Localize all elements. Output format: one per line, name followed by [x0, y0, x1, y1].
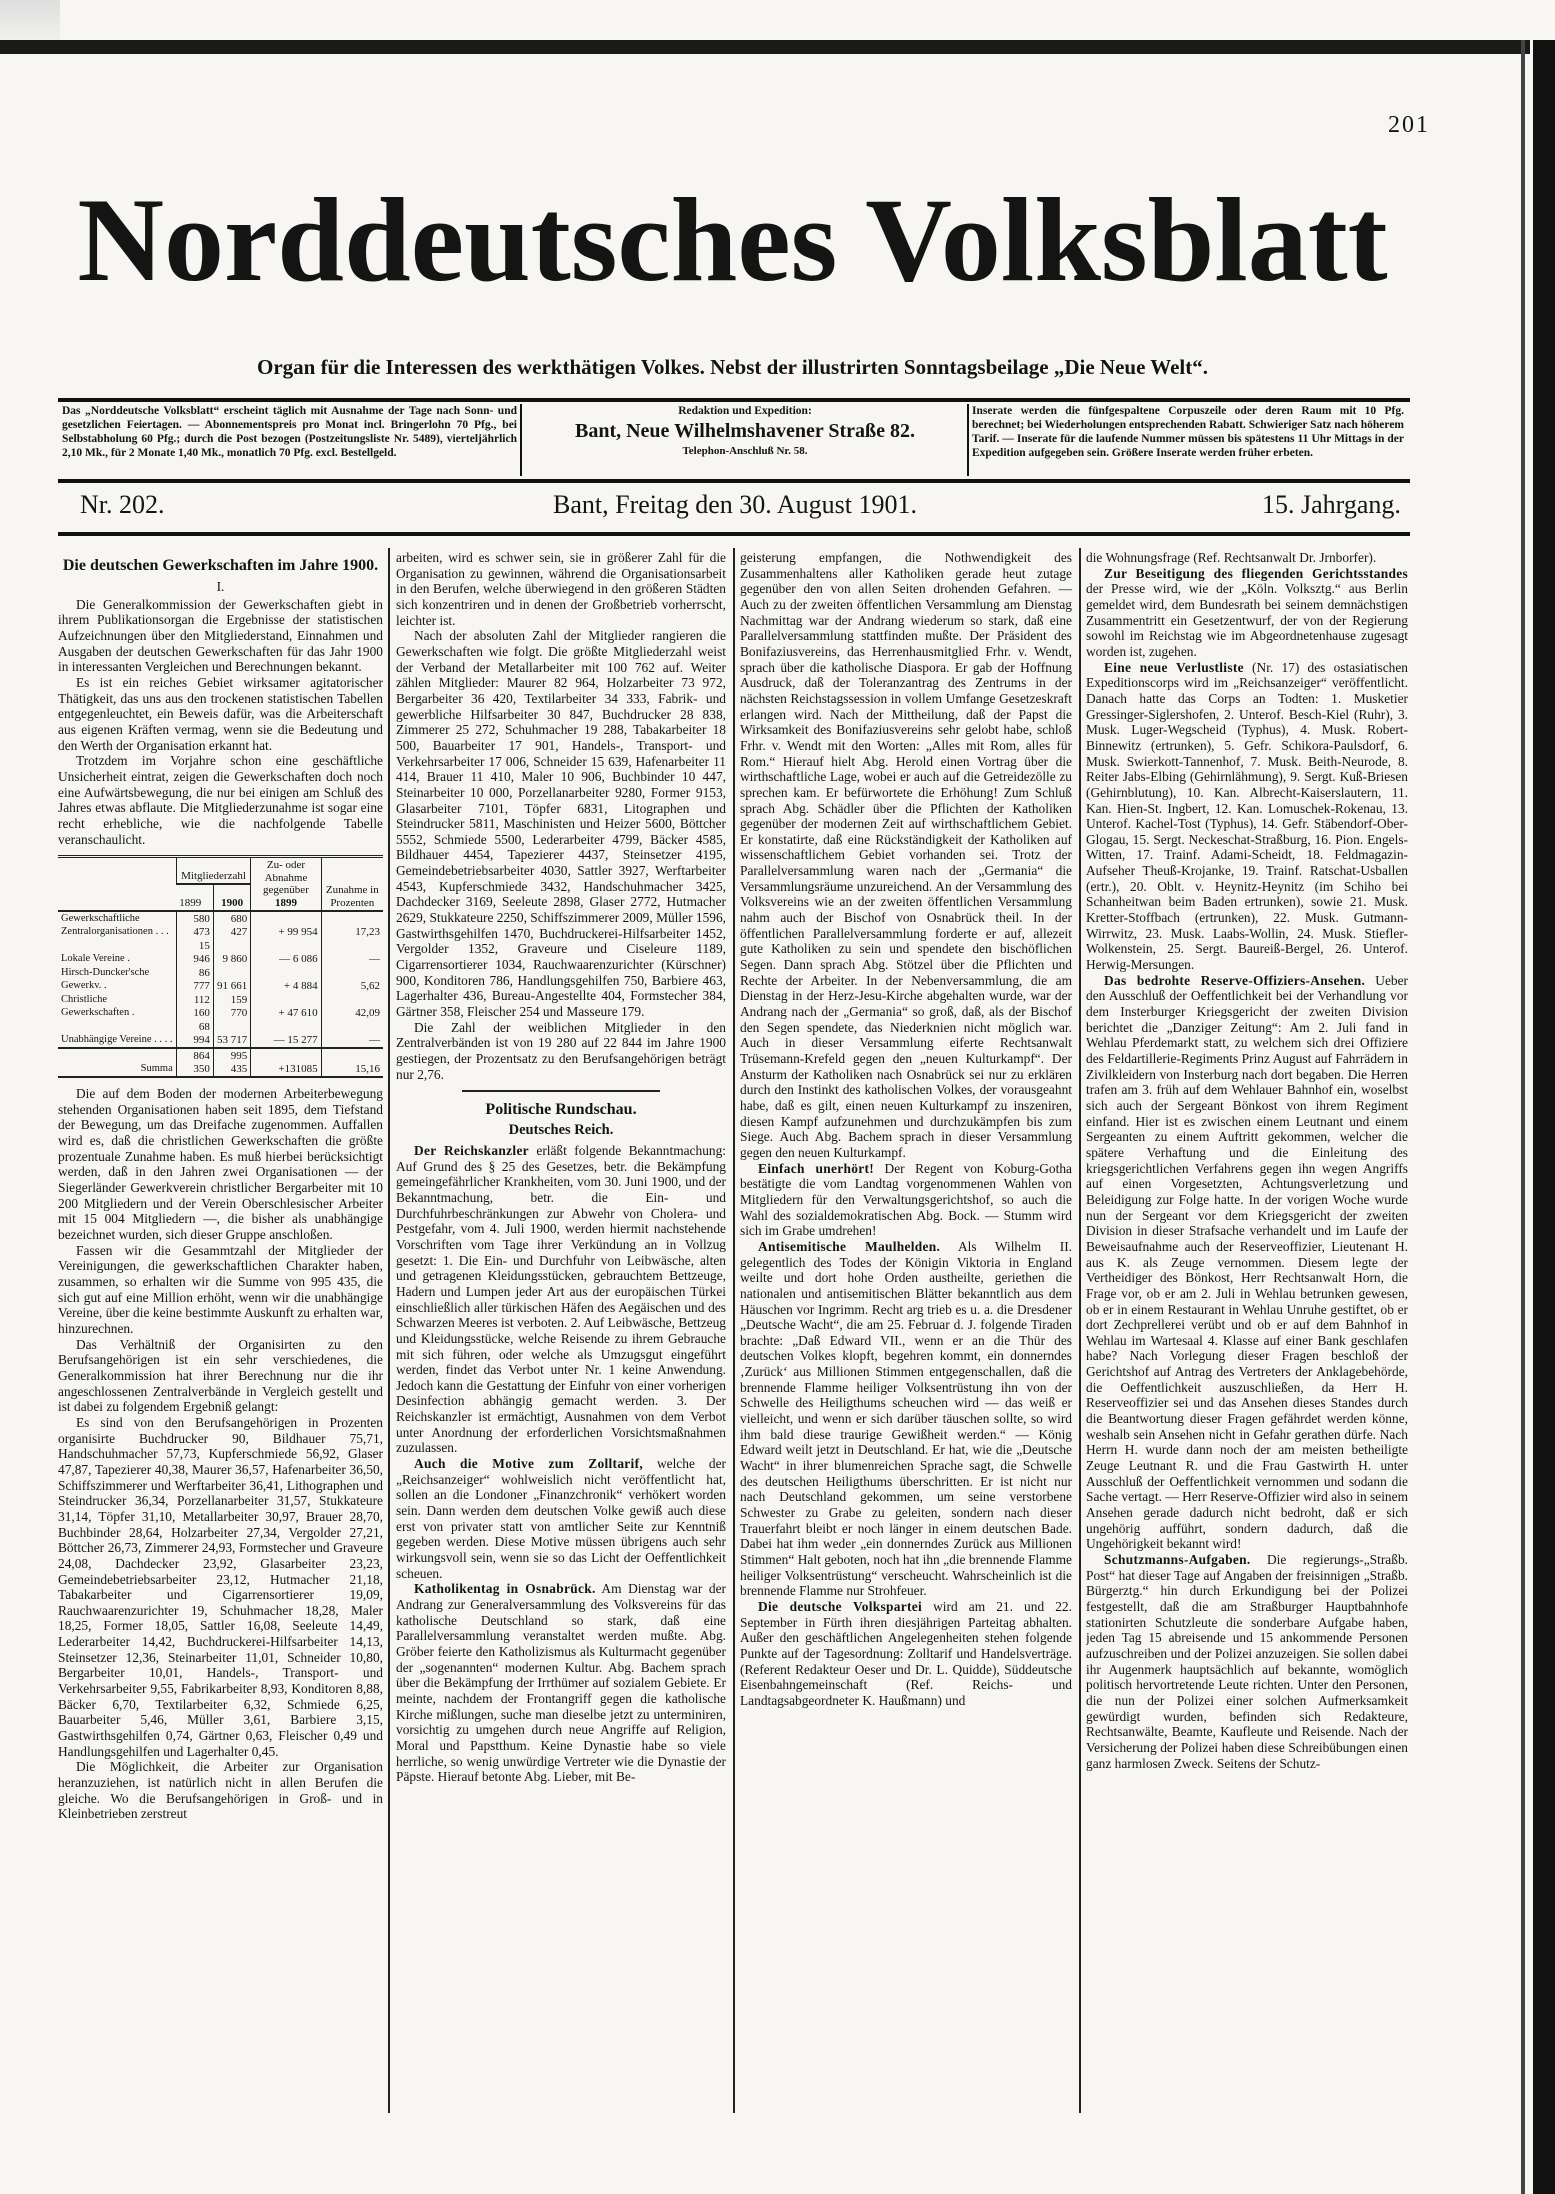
table-head-members: Mitgliederzahl: [176, 857, 251, 885]
article-paragraph: [396, 1020, 726, 1083]
paragraph-text: die Wohnungsfrage (Ref. Rechtsanwalt Dr. Jrnborfer).: [1086, 550, 1377, 565]
article-paragraph: [1086, 660, 1408, 973]
table-cell-percent: —: [321, 939, 383, 966]
paragraph-lead: Zur Beseitigung des fliegenden Gerichtsstandes: [1104, 565, 1408, 581]
paragraph-lead: Katholikentag in Osnabrück.: [414, 1581, 596, 1597]
article-paragraph: [396, 628, 726, 1019]
table-cell-v1899: 580 473: [176, 911, 213, 939]
scan-right-edge-line: [1521, 40, 1525, 2194]
paragraph-text: Nach der absoluten Zahl der Mitglieder rangieren die Gewerkschaften wie folgt. Die größte Mitgliederzahl weist der Verband der Metallarbeiter mit 100 762 auf. Weiter zählen Mitglieder: Maurer 82 964, Holzarbeiter 73 972, Bergarbeiter 36 420, Textilarbeiter 34 333, Fabrik- und gewerbliche Hilfsarbeiter 30 847, Buchdrucker 28 838, Zimmerer 25 272, Schuhmacher 19 288, Tabakarbeiter 18 500, Bauarbeiter 17 901, Handels-, Transport- und Verkehrsarbeiter 17 006, Schneider 15 639, Hafenarbeiter 11 414, Brauer 11 410, Maler 10 906, Buchbinder 10 447, Steinarbeiter 10 000, Porzellanarbeiter 9280, Former 9153, Glasarbeiter 7101, Töpfer 6831, Litographen und Steindrucker 5811, Maschinisten und Heizer 5600, Böttcher 5552, Schmiede 5500, Lederarbeiter 4799, Bäcker 4585, Bildhauer 4454, Tapezierer 4437, Steinsetzer 4195, Gemeindebetriebsarbeiter 4030, Sattler 3927, Werftarbeiter 4543, Kupferschmiede 3432, Handschuhmacher 3425, Dachdecker 3169, Seeleute 2898, Glaser 2772, Hutmacher 2629, Stukkateure 2250, Schiffszimmerer 2009, Müller 1596, Gastwirthsgehilfen 1470, Buchdruckerei-Hilfsarbeiter 1452, Vergolder 1352, Graveure und Ciseleure 1189, Cigarrensortierer 1034, Rauchwaarenzurichter (Kürschner) 900, Konditoren 786, Handlungsgehilfen 750, Barbiere 463, Lagerhalter 436, Bureau-Angestellte 404, Formstecher 384, Gärtner 358, Fleischer 254 und Masseure 179.: [396, 628, 726, 1020]
paragraph-text: wird am 21. und 22. September in Fürth ihren diesjährigen Parteitag abhalten. Außer den geschäftlichen Angelegenheiten stehen folgende Punkte auf der Tagesordnung: Zolltarif und Handelsverträge. (Referent Redakteur Oeser und Dr. L. Quidde), Süddeutsche Eisenbahngemeinschaft (Ref. Reichs- und Landtagsabgeordneter K. Haußmann) und: [740, 1598, 1072, 1708]
article-paragraph: [58, 1759, 383, 1822]
subscription-info: Das „Norddeutsche Volksblatt“ erscheint täglich mit Ausnahme der Tage nach Sonn- und gesetzlichen Feiertagen. — Abonnementspreis pro Monat incl. Bringerlohn 70 Pfg., bei Selbstabholung 60 Pfg.; durch die Post bezogen (Postzeitungsliste Nr. 5489), vierteljährlich 2,10 Mk., für 2 Monate 1,40 Mk., monatlich 70 Pfg. excl. Bestellgeld.: [62, 405, 517, 459]
table-cell-v1899: 86 777: [176, 966, 213, 993]
paragraph-lead: Eine neue Verlustliste: [1104, 659, 1244, 675]
article-paragraph: [396, 550, 726, 628]
editorial-phone: Telephon-Anschluß Nr. 58.: [682, 445, 808, 457]
section-divider: [462, 1090, 660, 1092]
table-cell-v1900: 91 661: [213, 966, 250, 993]
paragraph-lead: Auch die Motive zum Zolltarif,: [414, 1456, 643, 1472]
article-paragraph: [396, 1143, 726, 1456]
table-cell-label: Hirsch-Duncker'sche Gewerkv. .: [61, 967, 150, 991]
divider: [520, 404, 522, 476]
article-paragraph: [1086, 566, 1408, 660]
table-cell-v1900: 995 435: [213, 1048, 250, 1077]
column-rule: [733, 548, 735, 2113]
table-head-1899: 1899: [176, 884, 213, 911]
table-cell-v1899: 68 994: [176, 1020, 213, 1048]
table-sum-row: [58, 1048, 383, 1077]
table-cell-label: Gewerkschaftliche Zentralorganisationen . . .: [61, 913, 169, 937]
article-heading: Politische Rundschau.: [485, 1101, 637, 1119]
divider: [58, 532, 1410, 536]
article-paragraph: [740, 1239, 1072, 1599]
table-row: [58, 966, 383, 993]
column-2: [396, 550, 726, 2115]
advertising-info: Inserate werden die fünfgespaltene Corpuszeile oder deren Raum mit 10 Pfg. berechnet; bei Wiederholungen entsprechenden Rabatt. Schwieriger Satz nach höherem Tarif. — Inserate für die laufende Nummer müssen bis spätestens 11 Uhr Mittags in der Expedition aufgegeben sein. Größere Inserate werden früher erbeten.: [972, 405, 1404, 459]
article-heading: Die deutschen Gewerkschaften im Jahre 1900.: [62, 557, 379, 574]
paragraph-lead: Einfach unerhört!: [758, 1160, 875, 1176]
paragraph-text: der Presse wird, wie der „Köln. Volksztg.“ aus Berlin gemeldet wird, dem Bundesrath bei seinem demnächstigen Zusammentritt ein Gesetzentwurf, der von der Regierung sowohl im Reichstag wie im Abgeordnetenhause zugesagt worden ist, zugehen.: [1086, 581, 1408, 659]
section-subheading: Deutsches Reich.: [508, 1122, 614, 1139]
article-paragraph: [58, 597, 383, 675]
article-paragraph: [1086, 550, 1408, 566]
table-cell-label: Summa: [58, 1048, 176, 1077]
table-cell-v1900: 159 770: [213, 993, 250, 1020]
column-rule: [1079, 548, 1081, 2113]
article-paragraph: [58, 1337, 383, 1415]
table-row: [58, 1020, 383, 1048]
table-cell-percent: 42,09: [321, 993, 383, 1020]
scan-right-border: [1533, 40, 1555, 2194]
paragraph-text: Die auf dem Boden der modernen Arbeiterbewegung stehenden Organisationen haben seit 1895, dem Tiefstand der Bewegung, um das Dreifache zugenommen. Auffallen wird es, daß die christlichen Gewerkschaften die größte prozentuale Zunahme haben. Es muß hierbei berücksichtigt werden, daß in den Jahren zwei Organisationen — der Siegerländer Gewerkverein christlicher Bergarbeiter mit 10 200 Mitgliedern und der Verein Oberschlesischer Arbeiter mit 15 004 Mitgliedern —, die bisher als unabhängige bezeichnet wurden, sich dieser Gruppe anschloßen.: [58, 1086, 383, 1243]
table-cell-change: +131085: [251, 1048, 321, 1077]
paragraph-text: Der Regent von Koburg-Gotha bestätigte die vom Landtag vorgenommenen Wahlen von Mitgliedern für den Verwaltungsgerichtshof, so auch die Wahl des sozialdemokratischen Abg. Bock. — Stumm wird sich im Grabe umdrehen!: [740, 1160, 1072, 1239]
paragraph-text: Trotzdem im Vorjahre schon eine geschäftliche Unsicherheit eintrat, zeigen die Gewerkschaften doch noch eine Aufwärtsbewegung, die nur bei einigen am Schluß des Jahres etwas abflaute. Die Mitgliederzunahme ist sogar eine recht erhebliche, wie die nachfolgende Tabelle veranschaulicht.: [58, 753, 383, 847]
table-row: [58, 911, 383, 939]
divider: [58, 479, 1410, 483]
article-paragraph: [740, 550, 1072, 1161]
article-paragraph: [740, 1161, 1072, 1239]
column-3: [740, 550, 1072, 2115]
divider: [967, 404, 969, 476]
table-cell-percent: —: [321, 1020, 383, 1048]
paragraph-text: erläßt folgende Bekanntmachung: Auf Grund des § 25 des Gesetzes, betr. die Bekämpfung gemeingefährlicher Krankheiten, vom 30. Juni 1900, und der Bekanntmachung, betr. die Ein- und Durchfuhrbeschränkungen zur Abwehr von Cholera- und Pestgefahr, vom 4. Juli 1900, werden hiermit nachstehende Vorschriften vom Tage ihrer Verkündung an in Vollzug gesetzt: 1. Die Ein- und Durchfuhr von Leibwäsche, alten und getragenen Kleidungsstücken, gebrauchtem Bettzeuge, Hadern und Lumpen jeder Art aus der europäischen Türkei einschließlich aller türkischen Häfen des Aegäischen und des Schwarzen Meeres ist verboten. 2. Auf Leibwäsche, Bettzeug und Kleidungsstücke, welche Reisende zu ihrem Gebrauche mit sich führen, oder welche als Umzugsgut eingeführt werden, findet das Verbot unter Nr. 1 keine Anwendung. Jedoch kann die Gestattung der Einfuhr von einer vorherigen Desinfection abhängig gemacht werden. 3. Der Reichskanzler ist ermächtigt, Ausnahmen von dem Verbot unter Anordnung der erforderlichen Vorsichtsmaßnahmen zuzulassen.: [396, 1142, 726, 1456]
column-1: [58, 550, 383, 2115]
paragraph-text: welche der „Reichsanzeiger“ wohlweislich nicht veröffentlicht hat, sollen an die Londoner „Finanzchronik“ verhökert worden sein. Dann werden dem deutschen Volke gewiß auch diese erst von privater statt von amtlicher Seite zur Kenntniß gegeben werden. Diese Motive müssen übrigens auch sehr wirkungsvoll sein, wenn sie so das Licht der Oeffentlichkeit scheuen.: [396, 1456, 726, 1581]
editorial-address: Bant, Neue Wilhelmshavener Straße 82.: [574, 420, 915, 442]
paragraph-text: arbeiten, wird es schwer sein, sie in größerer Zahl für die Organisation zu gewinnen, während die Organisationsarbeit in den Berufen, welche überwiegend in den größeren Städten sich konzentriren und in denen der Großbetrieb vorherrscht, leichter ist.: [396, 550, 726, 628]
editorial-info: [525, 404, 965, 476]
paragraph-text: Es sind von den Berufsangehörigen in Prozenten organisirte Buchdrucker 90, Bildhauer 75,71, Handschuhmacher 57,73, Kupferschmiede 56,92, Glaser 47,87, Tapezierer 40,38, Maurer 36,57, Hafenarbeiter 36,50, Schiffszimmerer und Werftarbeiter 36,41, Lithographen und Steindrucker 36,34, Porzellanarbeiter 31,57, Stukkateure 31,14, Töpfer 31,10, Metallarbeiter 30,97, Brauer 28,70, Buchbinder 28,64, Holzarbeiter 27,34, Vergolder 27,21, Böttcher 26,73, Zimmerer 24,93, Formstecher und Graveure 24,08, Dachdecker 23,92, Glasarbeiter 23,23, Gemeindebetriebsarbeiter 23,12, Hutmacher 21,18, Tabakarbeiter und Cigarrensortierer 19,09, Rauchwaarenzurichter 19, Schuhmacher 18,28, Maler 18,25, Former 18,05, Sattler 16,08, Seeleute 14,49, Lederarbeiter 14,42, Buchdruckerei-Hilfsarbeiter 14,13, Steinsetzer 12,36, Steinarbeiter 11,01, Schneider 10,80, Bergarbeiter 10,01, Handels-, Transport- und Verkehrsarbeiter 9,55, Fabrikarbeiter 8,93, Konditoren 8,88, Bäcker 6,70, Textilarbeiter 6,32, Schmiede 6,25, Bauarbeiter 5,46, Müller 3,61, Barbiere 3,15, Gastwirthsgehilfen 0,74, Gärtner 0,63, Fleischer 0,49 und Handlungsgehilfen und Lagerhalter 0,45.: [58, 1414, 383, 1759]
table-head-percent: Zunahme in Prozenten: [321, 857, 383, 912]
table-cell-change: + 4 884: [251, 966, 321, 993]
editorial-heading: Redaktion und Expedition:: [678, 405, 812, 417]
paragraph-text: Als Wilhelm II. gelegentlich des Todes der Königin Viktoria in England weilte und dort hohe Orden austheilte, geriethen die nationalen und antisemitischen Blätter bekanntlich aus dem Häuschen vor Ingrimm. Recht arg trieb es u. a. die Dresdener „Deutsche Wacht“, die am 25. Februar d. J. folgende Tiraden brachte: „Daß Edward VII., wenn er an die Thür des deutschen Volkes klopft, begehren kommt, ein donnerndes ‚Zurück‘ aus Millionen Stimmen entgegenschallen, daß die brennende Flamme heiliger Volksentrüstung ihn von der Schwelle des Heiligthums scheuchen wird — das weiß er vielleicht, und wenn er sich darüber täuschen sollte, so wird ihm bald diese traurige Gewißheit werden.“ — König Edward weilt jetzt in Deutschland. Er hat, wie die „Deutsche Wacht“ in ihrer blumenreichen Sprache sagt, die Schwelle des deutschen Heiligthums überschritten. Er ist nicht nur nach Deutschland gekommen, um seine verstorbene Schwester zu Grabe zu geleiten, sondern nach dieser Trauerfahrt bleibt er noch länger in einem deutschen Bade. Dabei hat ihm weder „ein donnerndes Zurück aus Millionen Stimmen“ Halt geboten, noch hat ihn „die brennende Flamme heiliger Volksentrüstung“ verscheucht. Wahrscheinlich ist die brennende Flamme nur Strohfeuer.: [740, 1238, 1072, 1599]
article-paragraph: [58, 1086, 383, 1243]
masthead-subtitle: Organ für die Interessen des werkthätigen Volkes. Nebst der illustrirten Sonntagsbeilage „Die Neue Welt“.: [256, 355, 1209, 379]
paragraph-text: Es ist ein reiches Gebiet wirksamer agitatorischer Thätigkeit, das uns aus den trockenen statistischen Tabellen entgegenleuchtet, ein Beweis dafür, was die Arbeiterschaft aus eigenen Kräften vermag, wenn sie die Bedeutung und den Werth der Organisation erkannt hat.: [58, 674, 383, 753]
table-cell-v1899: 864 350: [176, 1048, 213, 1077]
table-cell-change: — 6 086: [251, 939, 321, 966]
table-cell-v1900: 53 717: [213, 1020, 250, 1048]
masthead-title: Norddeutsches Volksblatt: [77, 173, 1388, 306]
column-rule: [388, 548, 390, 2113]
paragraph-text: geisterung empfangen, die Nothwendigkeit des Zusammenhaltens aller Katholiken gerade heut zutage gegenüber den von allen Seiten drohenden Gefahren. — Auch zu der zweiten öffentlichen Versammlung am Dienstag Nachmittag war der Andrang wiederum so stark, daß eine Parallelversammlung stattfinden mußte. Der Präsident des Bonifaziusvereins, das Herrenhausmitglied Frhr. v. Wendt, sprach über die katholische Diaspora. Er gab der Hoffnung Ausdruck, daß der Toleranzantrag des Zentrums in der nächsten Reichstagssession in vollem Umfange Gesetzeskraft erlangen wird. Nach der Mittheilung, daß der Papst die Wirksamkeit des Bonifaziusvereins sehr gelobt habe, schloß Frhr. v. Wendt mit den Worten: „Alles mit Rom, alles für Rom.“ Hierauf hielt Abg. Herold einen Vortrag über die wirthschaftliche Lage, wobei er auch auf die Getreidezölle zu sprechen kam. Er befürwortete die Erhöhung! Zum Schluß sprach Abg. Schädler über die Pflichten der Katholiken gegenüber der modernen Zeit auf wirthschaftlichem Gebiet. Er konstatirte, daß eine Rückständigkeit der Katholiken auf wissenschaftlichem Gebiet vorhanden sei. Trotz der Parallelversammlung waren nach der „Germania“ die Versammlungsräume unzureichend. An der Versammlung des Volksvereins wie an der zweiten öffentlichen Versammlung nahm auch der Bischof von Osnabrück theil. In der öffentlichen Parallelversammlung forderte er auf, allezeit gute Katholiken zu sein und spendete den bischöflichen Segen. Dann sprach Abg. Stötzel über die Pflichten und Rechte der Arbeiter. In der Nebenversammlung, die am Dienstag in der Herz-Jesu-Kirche abgehalten wurde, war der Andrang nach der „Germania“ so groß, daß, als der Bischof den Segen spendete, das Niederknien nicht möglich war. Auch in dieser Versammlung eiferte Rechtsanwalt Trüsemann-Krefeld gegen den „neuen Kulturkampf“. Der Ansturm der Katholiken nach Osnabrück sei nur zu erklären durch den Instinkt des katholischen Volkes, der vorausgeahnt habe, daß es gilt, einen neuen Kulturkampf zu inszeniren, diesen Kampf aufzunehmen und durchzukämpfen bis zum Siege. Auch Abg. Bachem sprach in dieser Versammlung gegen den neuen Kulturkampf.: [740, 550, 1072, 1160]
paragraph-text: Ueber den Ausschluß der Oeffentlichkeit bei der Verhandlung vor dem Insterburger Kriegsgericht der zweiten Division berichtet die „Danziger Zeitung“: Am 2. Juli fand in Wehlau Pferdemarkt statt, zu welchem sich drei Offiziere des Feldartillerie-Regiments Prinz August auf Fahrrädern in Zivilkleidern von Insterburg nach dort begaben. Die Herren trafen am 3. früh auf dem Wehlauer Bahnhof ein, woselbst sich auch der Sergeant Bönkost von ihrem Regiment einfand. Hier ist es zwischen einem Leutnant und einem Sergeanten zu einem Auftritt gekommen, welcher die spätere Verhaftung und die Einleitung des kriegsgerichtlichen Verfahrens gegen ihn wegen Angriffs auf einen Vorgesetzten, Achtungsverletzung und Beleidigung zur Folge hatte. In der vorigen Woche wurde nun der Sergeant vor dem Kriegsgericht der zweiten Division in dieser Strafsache verhandelt und im Laufe der Beweisaufnahme auch der Reserveoffizier, Lieutenant H. aus K. als Zeuge vernommen. Diesem legte der Vertheidiger des Bönkost, Herr Rechtsanwalt Horn, die Frage vor, ob er am 2. Juli in Wehlau betrunken gewesen, ob er in einem Restaurant in Wehlau Unruhe gestiftet, ob er dort Zechprellerei verübt und ob er auf dem Bahnhof in Wehlau im Wartesaal 4. Klasse auf einer Bank geschlafen habe? Nach Vorlegung dieser Fragen beschloß der Gerichtshof auf Antrag des Vertreters der Anklagebehörde, die Oeffentlichkeit auszuschließen, da Herr H. Reserveoffizier sei und das Ansehen dieses Standes durch die Beantwortung dieser Fragen gefährdet werden könne, weshalb sein Ansehen nicht in Gefahr gerathen dürfe. Nach Herrn H. wurde dann noch der am meisten betheiligte Zeuge Leutnant R. und die Frau Gastwirth H. unter Ausschluß der Oeffentlichkeit vernommen und sodann die Sache vertagt. — Herr Reserve-Offizier wird also in seinem Ansehen gerade dadurch nicht bedroht, daß er sich ungehörig aufführt, sondern dadurch, daß die Ungehörigkeit bekannt wird!: [1086, 972, 1408, 1552]
table-cell-v1900: 680 427: [213, 911, 250, 939]
table-cell-label: Unabhängige Vereine . . . .: [61, 1033, 173, 1045]
table-cell-percent: 17,23: [321, 911, 383, 939]
table-corner: [58, 857, 176, 912]
issue-number: Nr. 202.: [80, 490, 165, 519]
article-paragraph: [740, 1599, 1072, 1709]
table-head-1900-label: 1900: [221, 896, 244, 909]
divider: [58, 398, 1410, 402]
paragraph-text: Die Möglichkeit, die Arbeiter zur Organisation heranzuziehen, ist natürlich nicht in allen Berufen die gleiche. Wo die Berufsangehörigen in Groß- und in Kleinbetrieben zerstreut: [58, 1759, 383, 1822]
table-head-change-label: Zu- oder Abnahme gegenüber: [263, 859, 309, 897]
paragraph-lead: Antisemitische Maulhelden.: [758, 1238, 941, 1254]
article-paragraph: [58, 1243, 383, 1337]
table-head-change: [251, 857, 321, 912]
article-paragraph: [1086, 973, 1408, 1552]
issue-date: Bant, Freitag den 30. August 1901.: [553, 490, 917, 519]
table-head-1900: [213, 884, 250, 911]
column-4: [1086, 550, 1408, 2115]
page-number: 201: [1388, 112, 1430, 138]
table-cell-percent: 15,16: [321, 1048, 383, 1077]
table-row: [58, 939, 383, 966]
article-paragraph: [58, 675, 383, 753]
article-paragraph: [1086, 1552, 1408, 1771]
article-paragraph: [58, 753, 383, 847]
paragraph-lead: Schutzmanns-Aufgaben.: [1104, 1552, 1251, 1567]
paragraph-text: Das Verhältniß der Organisirten zu den Berufsangehörigen ist ein sehr verschiedenes, die Generalkommission hat ihrer Berechnung nur die ihr angeschlossenen Zentralverbände in Vergleich gestellt und ist dabei zu folgendem Ergebniß gelangt:: [58, 1336, 383, 1415]
part-number: I.: [216, 579, 225, 594]
paragraph-text: Fassen wir die Gesammtzahl der Mitglieder der Vereinigungen, die gewerkschaftlichen Charakter haben, zusammen, so erhalten wir die Summe von 995 435, die sich gut auf eine Million erhöht, wenn wir die unabhängige Vereine, über die keine bestimmte Auskunft zu erhalten war, hinzurechnen.: [58, 1242, 383, 1336]
paragraph-lead: Das bedrohte Reserve-Offiziers-Ansehen.: [1104, 972, 1366, 988]
table-row: [58, 993, 383, 1020]
table-cell-change: — 15 277: [251, 1020, 321, 1048]
table-cell-v1899: 15 946: [176, 939, 213, 966]
table-cell-change: + 99 954: [251, 911, 321, 939]
article-paragraph: [396, 1581, 726, 1785]
table-cell-v1900: 9 860: [213, 939, 250, 966]
table-cell-percent: 5,62: [321, 966, 383, 993]
table-cell-v1899: 112 160: [176, 993, 213, 1020]
paragraph-text: Die Zahl der weiblichen Mitglieder in den Zentralverbänden ist von 19 280 auf 22 844 im Jahre 1900 gestiegen, der Prozentsatz zu den Berufsangehörigen beträgt nur 2,76.: [396, 1019, 726, 1082]
table-cell-change: + 47 610: [251, 993, 321, 1020]
table-cell-label: Christliche Gewerkschaften .: [61, 994, 135, 1018]
paragraph-text: Die Generalkommission der Gewerkschaften giebt in ihrem Publikationsorgan die Ergebnisse der statistischen Aufzeichnungen über den Mitgliederstand, Einnahmen und Ausgaben der deutschen Gewerkschaften für das Jahr 1900 in interessanten Vergleichen und Berechnungen bekannt.: [58, 596, 383, 675]
paragraph-text: Die regierungs-„Straßb. Post“ hat dieser Tage auf Angaben der freisinnigen „Straßb. Bürgerztg.“ hin durch Erkundigung bei der Polizei festgestellt, daß die am Straßburger Hauptbahnhofe stationirten Schutzleute die sonderbare Aufgabe haben, jeden Tag 15 abreisende und 15 ankommende Personen aufzuschreiben und der Polizei anzuzeigen. Sie sollen dabei ihr Augenmerk hauptsächlich auf bekannte, womöglich politisch hervortretende Leute richten. Unter den Personen, die nun der Polizei einer solchen Aufmerksamkeit gewürdigt wurden, befinden sich Redakteure, Rechtsanwälte, Beamte, Kaufleute und Reisende. Nach der Versicherung der Polizei haben diese Schreibübungen einen ganz harmlosen Zweck. Seitens der Schutz-: [1086, 1552, 1408, 1771]
membership-table: [58, 855, 383, 1078]
scan-top-border: [0, 40, 1530, 54]
paragraph-lead: Die deutsche Volkspartei: [758, 1598, 923, 1614]
paragraph-text: (Nr. 17) des ostasiatischen Expeditionscorps wird im „Reichsanzeiger“ veröffentlicht. Danach hatte das Corps an Todten: 1. Musketier Gressinger-Siglershofen, 2. Unterof. Besch-Kiel (Ruhr), 3. Musk. Luger-Wegscheid (Typhus), 4. Musk. Robert-Binnewitz (ertrunken), 5. Gefr. Schikora-Paulsdorf, 6. Musk. Swierkott-Tannenhof, 7. Musk. Beith-Neurode, 8. Reiter Jabs-Elbing (Gehirnlähmung), 9. Sergt. Kuß-Briesen (Gehirnblutung), 10. Kan. Albrecht-Kaiserslautern, 11. Kan. Hien-St. Ingbert, 12. Kan. Lomuschek-Rokenau, 13. Unterof. Kachel-Tost (Typhus), 14. Gefr. Stäbendorf-Ober-Glogau, 15. Sergt. Neckeschat-Straßburg, 16. Pion. Engels-Witten, 17. Trainf. Adami-Scheidt, 18. Feldmagazin-Aufseher Theuß-Krojanke, 19. Trainf. Ratschat-Usballen (ertr.), 20. Oblt. v. Heynitz-Heynitz (im Schiho bei Schanheitwan beim Baden ertrunken), sowie 21. Musk. Kretter-Stoffbach (ertrunken), 22. Musk. Gutmann-Wirrwitz, 23. Musk. Laabs-Wollin, 24. Musk. Stiefler-Wolkenstein, 25. Sergt. Baureiß-Bergel, 26. Unterof. Herwig-Mersungen.: [1086, 659, 1408, 973]
table-head-change-year: 1899: [274, 896, 297, 909]
article-paragraph: [58, 1415, 383, 1759]
paragraph-text: Am Dienstag war der Andrang zur Generalversammlung des Volksvereins für das katholische Deutschland so stark, daß eine Parallelversammlung veranstaltet werden mußte. Abg. Gröber feierte den Katholizismus als Kulturmacht gegenüber der „sogenannten“ modernen Kultur. Abg. Bachem sprach über die Bekämpfung der Irrthümer auf sozialem Gebiete. Er meinte, nachdem der Frontangriff gegen die katholische Kirche mißlungen, suche man dieselbe jetzt zu unterminiren, vorsichtig zu umgehen durch neue Angriffe auf Religion, Moral und Papstthum. Keine Dynastie habe so viele herrliche, so wenig unwürdige Vertreter wie die Dynastie der Päpste. Hierauf betonte Abg. Lieber, mit Be-: [396, 1581, 726, 1785]
paragraph-lead: Der Reichskanzler: [414, 1142, 529, 1158]
article-paragraph: [396, 1456, 726, 1581]
volume: 15. Jahrgang.: [1262, 490, 1401, 519]
table-cell-label: Lokale Vereine .: [61, 952, 130, 964]
